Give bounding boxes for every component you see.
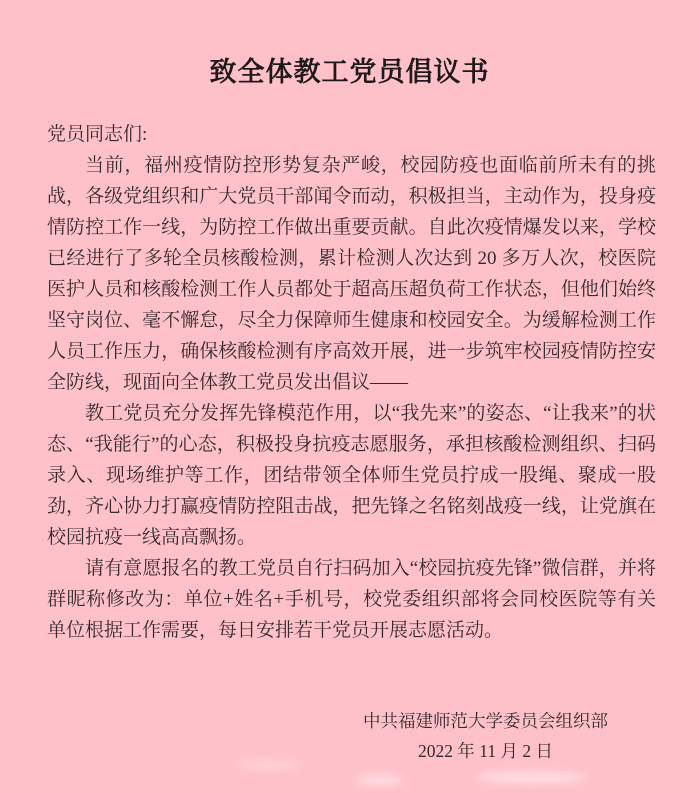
document-title: 致全体教工党员倡议书 bbox=[209, 57, 490, 87]
document-body bbox=[0, 94, 699, 646]
scan-smudge bbox=[238, 760, 300, 770]
issuing-organization: 中共福建师范大学委员会组织部 bbox=[363, 711, 608, 731]
paragraph-current-situation: 当前，福州疫情防控形势复杂严峻，校园防疫也面临前所未有的挑战，各级党组织和广大党员干部闻令而动，积极担当，主动作为，投身疫情防控工作一线，为防控工作做出重要贡献。自此次疫情爆发以来，学校已经进行了多轮全员核酸检测，累计检测人次达到 20 多万人次，校医院医护人员和核酸检测工作人员都处于超高压超负荷工作状态，但他们始终坚守岗位、毫不懈怠，尽全力保障师生健康和校园安全。为缓解检测工作人员工作压力，确保核酸检测有序高效开展，进一步筑牢校园疫情防控安全防线，现面向全体教工党员发出倡议—— bbox=[47, 155, 656, 393]
paragraph-vanguard-role: 教工党员充分发挥先锋模范作用，以“我先来”的姿态、“让我来”的状态、“我能行”的心态，积极投身抗疫志愿服务，承担核酸检测组织、扫码录入、现场维护等工作，团结带领全体师生党员拧成一股绳、聚成一股劲，齐心协力打赢疫情防控阻击战，把先锋之名铭刻战疫一线，让党旗在校园抗疫一线高高飘扬。 bbox=[47, 403, 656, 548]
salutation: 党员同志们: bbox=[47, 124, 148, 145]
paragraph-signup-instructions: 请有意愿报名的教工党员自行扫码加入“校园抗疫先锋”微信群，并将群昵称修改为：单位+姓名+手机号，校党委组织部将会同校医院等有关单位根据工作需要，每日安排若干党员开展志愿活动。 bbox=[47, 558, 656, 641]
signature-block bbox=[363, 706, 608, 766]
issue-date: 2022 年 11 月 2 日 bbox=[418, 741, 553, 761]
scan-smudge bbox=[355, 774, 403, 786]
scan-smudge bbox=[475, 771, 587, 784]
